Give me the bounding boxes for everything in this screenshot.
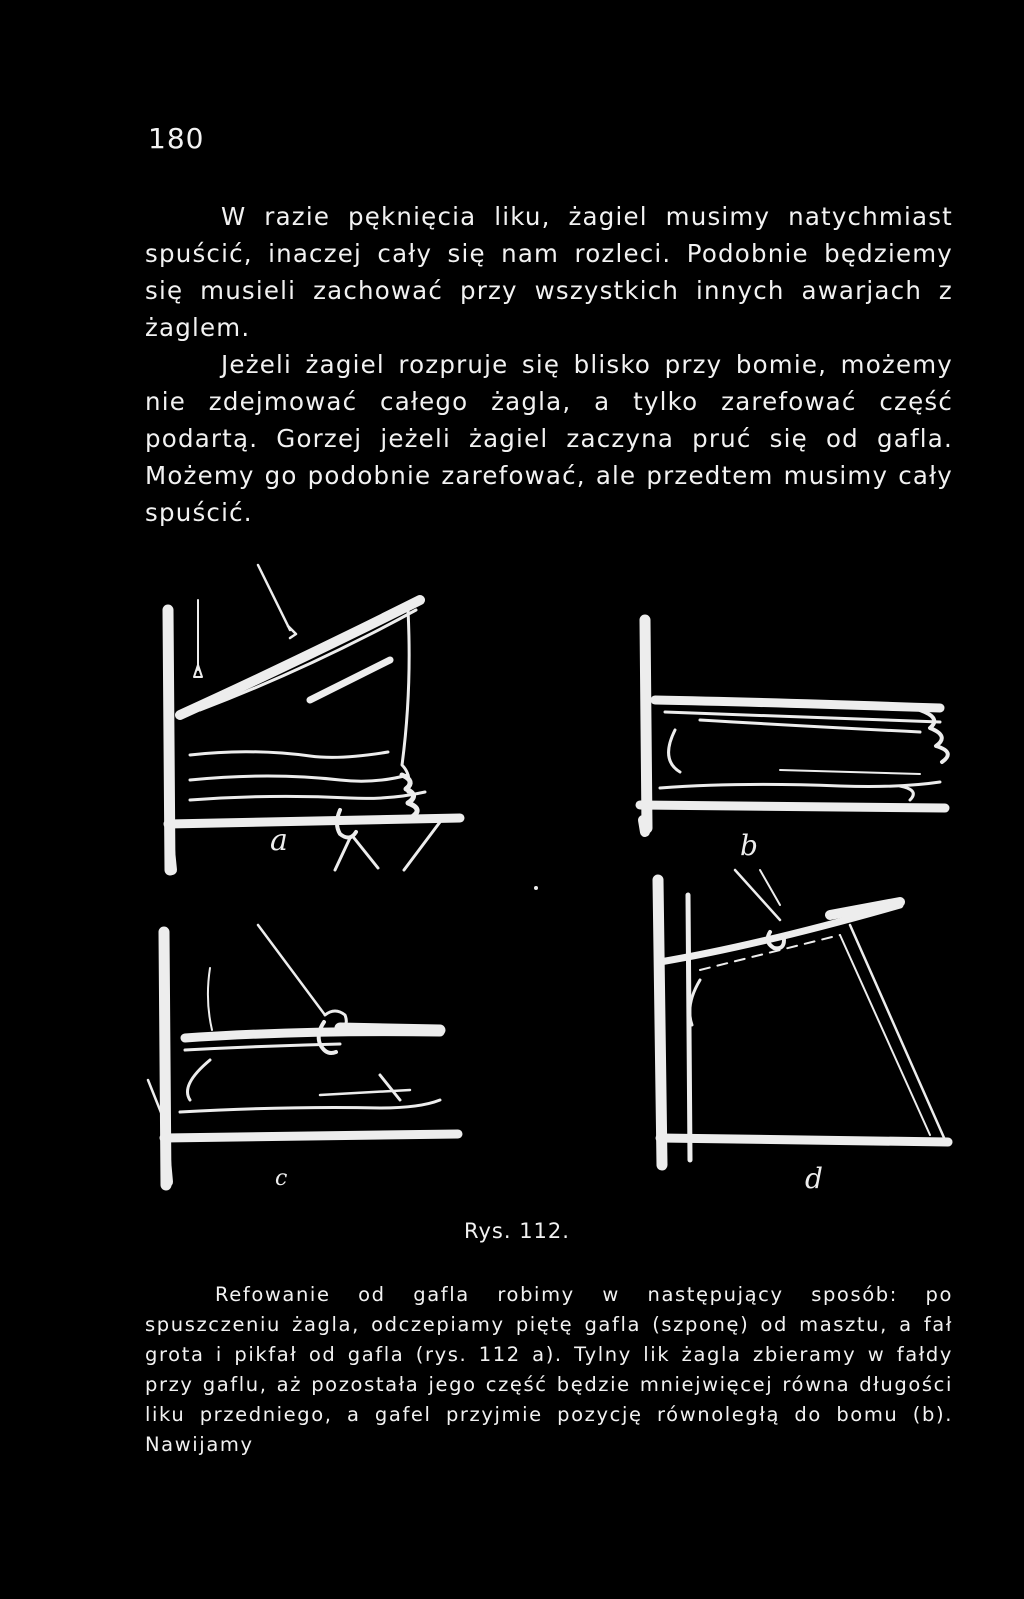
panel-c-drawing (148, 925, 458, 1185)
panel-a-label: a (270, 823, 288, 858)
panel-d-drawing (658, 870, 948, 1165)
figure-caption (0, 1219, 1024, 1243)
figure-112 (140, 560, 980, 1200)
panel-d-label: d (805, 1162, 823, 1195)
paragraph: W razie pęknięcia liku, żagiel musimy natychmiast spuścić, inaczej cały się nam rozleci. Podobnie będziemy się musieli zachować przy wszystkich innych awarjach z żaglem. (145, 202, 953, 342)
body-text-top (145, 198, 953, 531)
paragraph: Jeżeli żagiel rozpruje się blisko przy bomie, możemy nie zdejmować całego żagla, a tylko zarefować część podartą. Gorzej jeżeli żagiel zaczyna pruć się od gafla. Możemy go podobnie zarefować, ale przedtem musimy cały spuścić. (145, 350, 953, 527)
page-number: 180 (148, 122, 205, 155)
figure-caption-text: Rys. 112. (464, 1219, 570, 1243)
sail-reefing-illustration (140, 560, 980, 1200)
panel-a-drawing (168, 565, 460, 870)
paragraph: Refowanie od gafla robimy w następujący sposób: po spuszczeniu żagla, odczepiamy piętę gafla (szponę) od masztu, a fał grota i pikfał od gafla (rys. 112 a). Tylny lik żagla zbieramy w fałdy przy gaflu, aż pozostała jego część będzie mniejwięcej równa długości liku przedniego, a gafel przyjmie pozycję równoległą do bomu (b). Nawijamy (145, 1283, 953, 1456)
panel-c-label: c (275, 1166, 288, 1191)
panel-b-drawing (640, 620, 948, 832)
body-text-bottom (145, 1280, 953, 1460)
panel-b-label: b (740, 829, 758, 862)
